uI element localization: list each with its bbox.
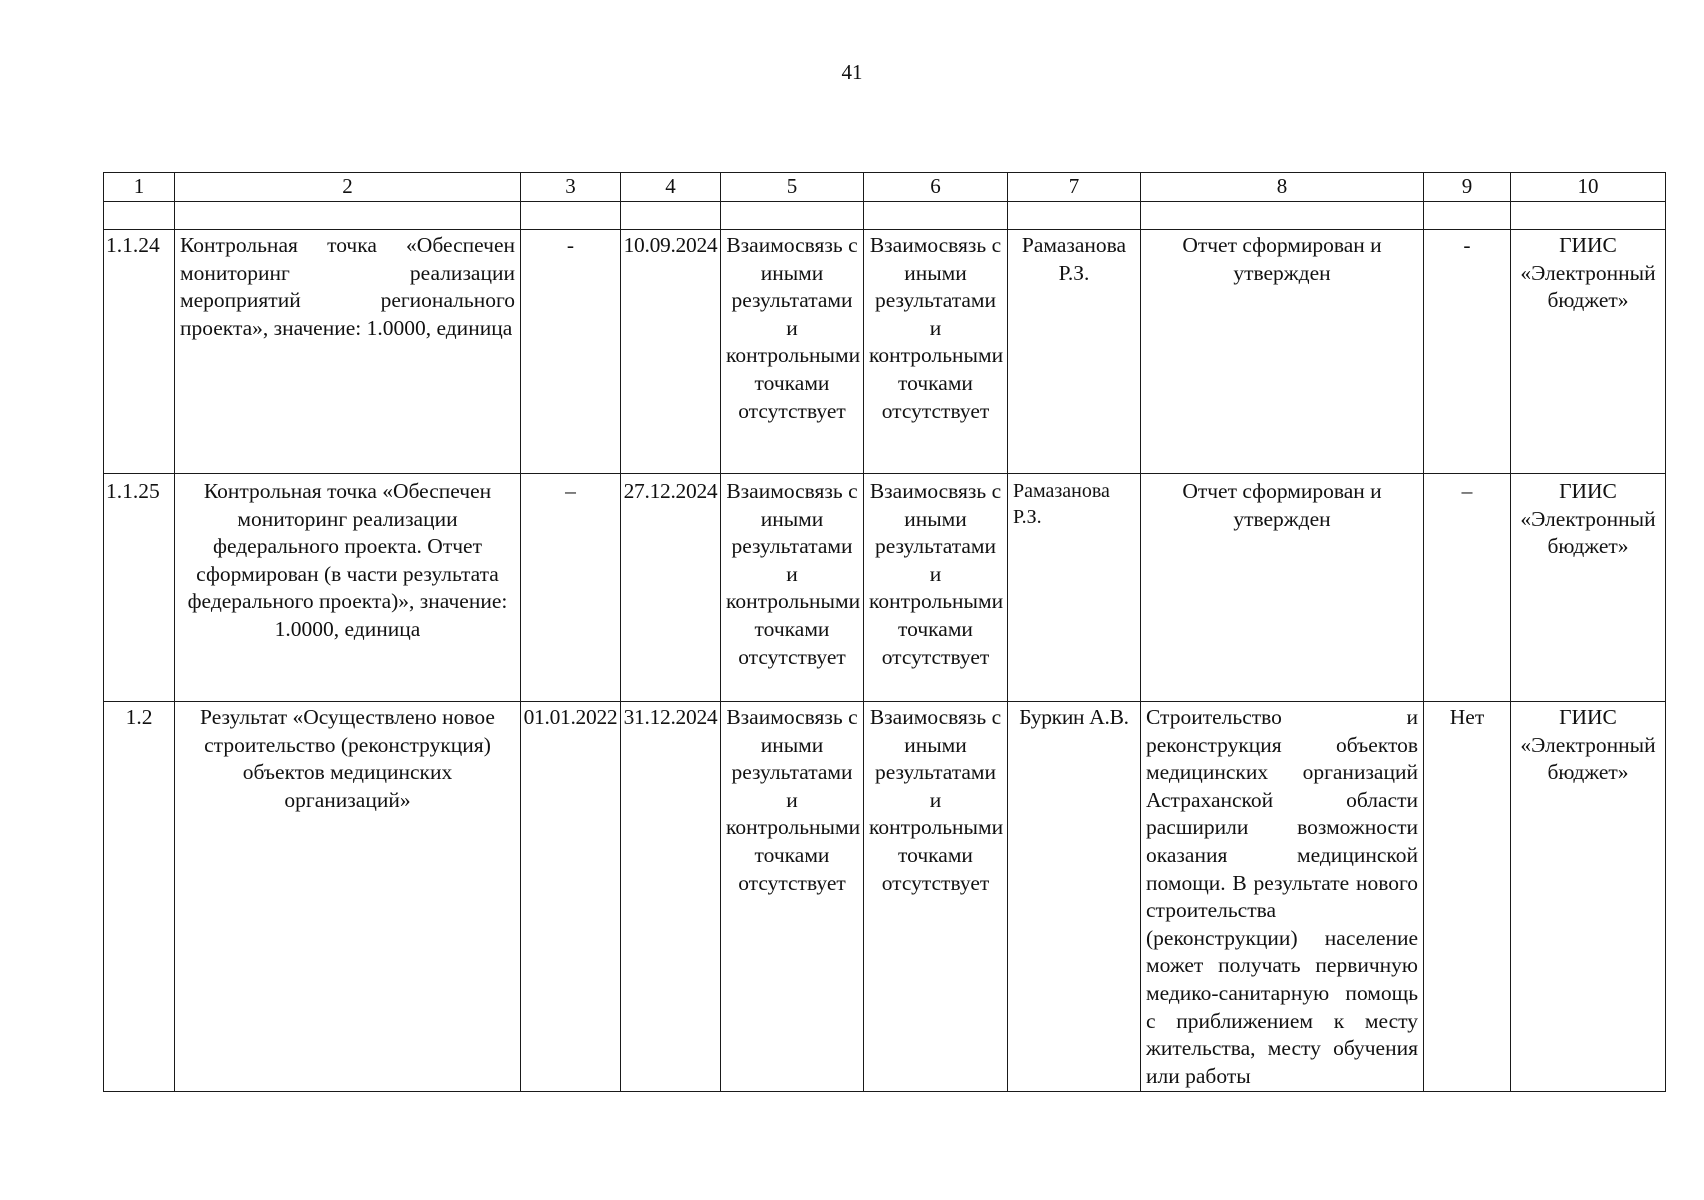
table-row bbox=[104, 702, 1666, 1092]
link-next: Взаимосвязь с иными результатами и контрольными точками отсутствует bbox=[864, 474, 1008, 702]
empty-row bbox=[104, 202, 1666, 230]
responsible: Буркин А.В. bbox=[1008, 702, 1141, 1092]
column-number: 7 bbox=[1008, 173, 1141, 202]
start-date: – bbox=[521, 474, 621, 702]
table-row bbox=[104, 230, 1666, 474]
empty-cell bbox=[1511, 202, 1666, 230]
empty-cell bbox=[721, 202, 864, 230]
row-name: Контрольная точка «Обеспечен мониторинг реализации мероприятий регионального проекта», значение: 1.0000, единица bbox=[175, 230, 521, 474]
description: Отчет сформирован и утвержден bbox=[1141, 474, 1424, 702]
responsible: Рамазанова Р.З. bbox=[1008, 230, 1141, 474]
column-number: 6 bbox=[864, 173, 1008, 202]
information-system: ГИИС «Электронный бюджет» bbox=[1511, 230, 1666, 474]
column-number: 5 bbox=[721, 173, 864, 202]
column-number-row bbox=[104, 173, 1666, 202]
link-next: Взаимосвязь с иными результатами и контрольными точками отсутствует bbox=[864, 230, 1008, 474]
responsible: Рамазанова Р.З. bbox=[1008, 474, 1141, 702]
row-number: 1.2 bbox=[104, 702, 175, 1092]
link-previous: Взаимосвязь с иными результатами и контрольными точками отсутствует bbox=[721, 702, 864, 1092]
description: Строительство и реконструкция объектов медицинских организаций Астраханской области расширили возможности оказания медицинской помощи. В результате нового строительства (реконструкции) население может получать первичную медико-санитарную помощь с приближением к месту жительства, месту обучения или работы bbox=[1141, 702, 1424, 1092]
empty-cell bbox=[175, 202, 521, 230]
empty-cell bbox=[864, 202, 1008, 230]
information-system: ГИИС «Электронный бюджет» bbox=[1511, 702, 1666, 1092]
column-number: 3 bbox=[521, 173, 621, 202]
link-previous: Взаимосвязь с иными результатами и контрольными точками отсутствует bbox=[721, 474, 864, 702]
column-number: 2 bbox=[175, 173, 521, 202]
column-number: 1 bbox=[104, 173, 175, 202]
start-date: 01.01.2022 bbox=[521, 702, 621, 1092]
flag: Нет bbox=[1424, 702, 1511, 1092]
row-number: 1.1.25 bbox=[104, 474, 175, 702]
link-previous: Взаимосвязь с иными результатами и контрольными точками отсутствует bbox=[721, 230, 864, 474]
empty-cell bbox=[521, 202, 621, 230]
page-number: 41 bbox=[841, 60, 863, 84]
row-number: 1.1.24 bbox=[104, 230, 175, 474]
start-date: - bbox=[521, 230, 621, 474]
flag: - bbox=[1424, 230, 1511, 474]
link-next: Взаимосвязь с иными результатами и контрольными точками отсутствует bbox=[864, 702, 1008, 1092]
empty-cell bbox=[1008, 202, 1141, 230]
row-name: Результат «Осуществлено новое строительство (реконструкция) объектов медицинских организаций» bbox=[175, 702, 521, 1092]
row-name: Контрольная точка «Обеспечен мониторинг реализации федерального проекта. Отчет сформирован (в части результата федерального проекта)», значение: 1.0000, единица bbox=[175, 474, 521, 702]
column-number: 8 bbox=[1141, 173, 1424, 202]
description: Отчет сформирован и утвержден bbox=[1141, 230, 1424, 474]
information-system: ГИИС «Электронный бюджет» bbox=[1511, 474, 1666, 702]
end-date: 27.12.2024 bbox=[621, 474, 721, 702]
plan-table bbox=[103, 172, 1666, 1092]
column-number: 9 bbox=[1424, 173, 1511, 202]
end-date: 10.09.2024 bbox=[621, 230, 721, 474]
table-row bbox=[104, 474, 1666, 702]
column-number: 4 bbox=[621, 173, 721, 202]
empty-cell bbox=[1424, 202, 1511, 230]
empty-cell bbox=[1141, 202, 1424, 230]
empty-cell bbox=[104, 202, 175, 230]
empty-cell bbox=[621, 202, 721, 230]
flag: – bbox=[1424, 474, 1511, 702]
column-number: 10 bbox=[1511, 173, 1666, 202]
end-date: 31.12.2024 bbox=[621, 702, 721, 1092]
